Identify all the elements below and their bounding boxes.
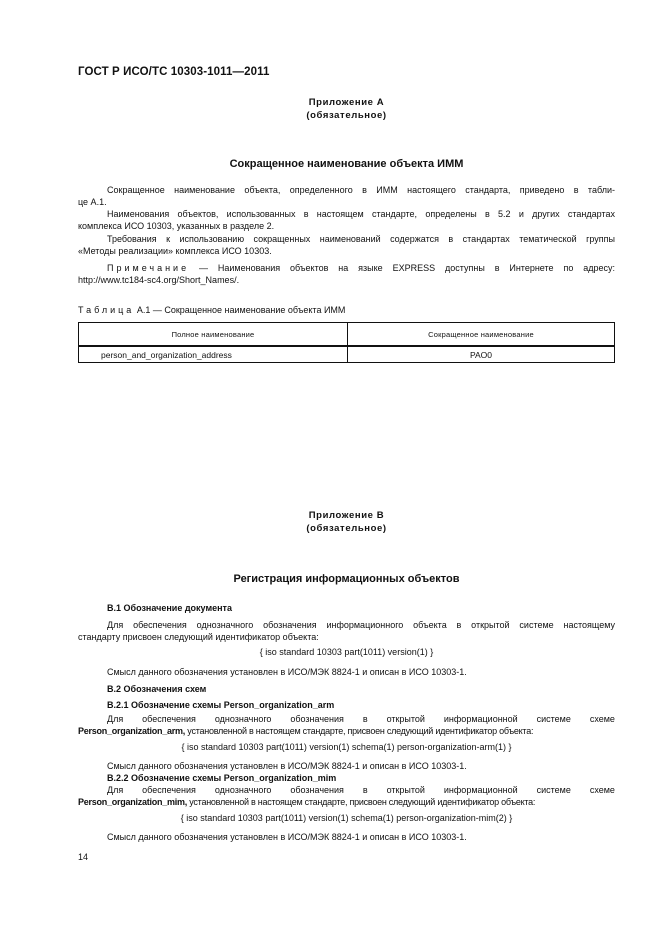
section-b21-line2: Person_organization_arm, установленной в настоящем стандарте, присвоен следующий идентификатор объекта: bbox=[78, 726, 534, 736]
annex-a-label: Приложение А bbox=[308, 97, 385, 108]
annex-a-paragraph-3: Требования к использованию сокращенных наименований содержатся в стандартах тематической группы «Методы реализации» комплекса ИСО 10303. bbox=[78, 234, 615, 256]
column-header-short-name: Сокращенное наименование bbox=[348, 323, 615, 347]
section-b22-line2: Person_organization_mim, установленной в настоящем стандарте, присвоен следующий идентификатор объекта: bbox=[78, 797, 536, 807]
note-url: http://www.tc184-sc4.org/Short_Names/. bbox=[78, 275, 240, 285]
document-id: ГОСТ Р ИСО/ТС 10303-1011—2011 bbox=[78, 66, 270, 78]
page-number: 14 bbox=[78, 852, 89, 862]
table-caption: Таблица А.1 — Сокращенное наименование объекта ИММ bbox=[78, 305, 346, 315]
annex-a-paragraph-1: Сокращенное наименование объекта, определенного в ИММ настоящего стандарта, приведено в табли- це А.1. bbox=[78, 185, 615, 207]
section-b1-identifier: { iso standard 10303 part(1011) version(1) } bbox=[259, 647, 434, 657]
section-b21-line1: Для обеспечения однозначного обозначения в открытой информационной системе схеме bbox=[107, 714, 615, 724]
column-header-full-name: Полное наименование bbox=[79, 323, 348, 347]
section-b21-heading: В.2.1 Обозначение схемы Person_organization_arm bbox=[107, 700, 335, 710]
annex-b-label: Приложение В bbox=[308, 510, 385, 521]
section-b22-identifier: { iso standard 10303 part(1011) version(1) schema(1) person-organization-mim(2) } bbox=[180, 813, 513, 823]
annex-a-title: Сокращенное наименование объекта ИММ bbox=[229, 158, 464, 170]
section-b1-meaning: Смысл данного обозначения установлен в ИСО/МЭК 8824-1 и описан в ИСО 10303-1. bbox=[107, 667, 467, 677]
annex-b-title: Регистрация информационных объектов bbox=[233, 573, 460, 585]
cell-full-name: person_and_organization_address bbox=[79, 346, 348, 363]
annex-b-status: (обязательное) bbox=[306, 523, 387, 534]
section-b21-meaning: Смысл данного обозначения установлен в ИСО/МЭК 8824-1 и описан в ИСО 10303-1. bbox=[107, 761, 467, 771]
cell-short-name: PAO0 bbox=[348, 346, 615, 363]
annex-a-status: (обязательное) bbox=[306, 110, 387, 121]
annex-a-paragraph-2: Наименования объектов, использованных в настоящем стандарте, определены в 5.2 и других стандартах комплекса ИСО 10303, указанных в разделе 2. bbox=[78, 209, 615, 231]
section-b22-meaning: Смысл данного обозначения установлен в ИСО/МЭК 8824-1 и описан в ИСО 10303-1. bbox=[107, 832, 467, 842]
section-b21-identifier: { iso standard 10303 part(1011) version(1) schema(1) person-organization-arm(1) } bbox=[181, 742, 512, 752]
note-label: Примечание bbox=[107, 263, 190, 273]
annex-a-note: Примечание — Наименования объектов на языке EXPRESS доступны в Интернете по адресу: http://www.tc184-sc4.org/Short_Names/. bbox=[78, 263, 615, 285]
section-b22-line1: Для обеспечения однозначного обозначения в открытой информационной системе схеме bbox=[107, 785, 615, 795]
schema-name-arm: Person_organization_arm, bbox=[78, 726, 186, 736]
section-b1-text: Для обеспечения однозначного обозначения информационного объекта в открытой системе настоящему стандарту присвоен следующий идентификатор объекта: bbox=[78, 620, 615, 642]
table-header-row bbox=[79, 323, 615, 347]
short-names-table bbox=[78, 322, 615, 363]
section-b2-heading: В.2 Обозначения схем bbox=[107, 684, 207, 694]
section-b22-heading: В.2.2 Обозначение схемы Person_organization_mim bbox=[107, 773, 337, 783]
schema-name-mim: Person_organization_mim, bbox=[78, 797, 188, 807]
section-b1-heading: В.1 Обозначение документа bbox=[107, 603, 232, 613]
table-row bbox=[79, 346, 615, 363]
